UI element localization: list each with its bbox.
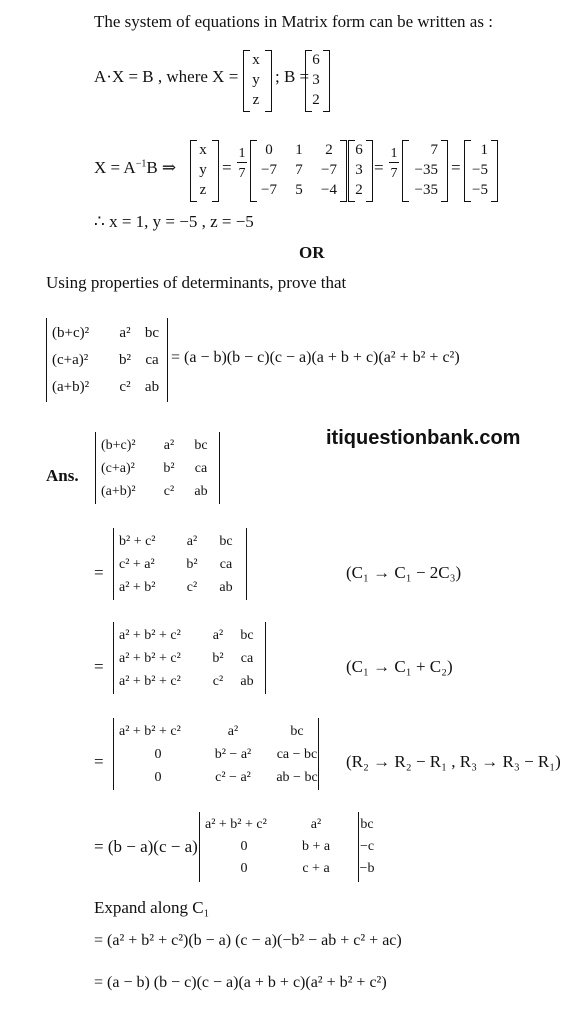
det3-bar-right: [265, 622, 266, 694]
answer-label: Ans.: [46, 466, 79, 485]
b-vector: [308, 50, 324, 110]
res-bracket-right: [491, 140, 498, 202]
frac-den: 7: [390, 166, 398, 181]
prod-vector: 7 −35 −35: [414, 142, 438, 198]
question-text: Using properties of determinants, prove that: [46, 273, 347, 292]
or-heading: OR: [299, 243, 325, 262]
equals: =: [94, 657, 104, 676]
b-vector-2: 6 3 2: [355, 142, 363, 198]
intro-text: The system of equations in Matrix form can be written as :: [94, 12, 493, 31]
operation-4: (R₂ → R₂ − R₁ , R₃ → R₃ − R₁): [346, 752, 561, 771]
determinant-5: a² + b² + c² a² bc 0 b + a −c 0 c + a −b: [205, 817, 375, 876]
eq2-lhs: $X = A^{-1}B$ ⇒: [94, 158, 177, 177]
expansion-line-2: = (a − b) (b − c)(c − a)(a + b + c)(a² + b² + c²): [94, 974, 387, 991]
factor-expression: = (b − a)(c − a): [94, 837, 198, 856]
qdet-bar-left: [46, 318, 47, 402]
equals: =: [94, 752, 104, 771]
expand-text: Expand along C₁: [94, 898, 210, 917]
det1-bar-right: [219, 432, 220, 504]
b-bracket-right: [323, 50, 330, 112]
determinant-3: a² + b² + c² a² bc a² + b² + c² b² ca a² + b² + c² c² ab: [119, 628, 254, 689]
expansion-line-1: = (a² + b² + c²)(b − a) (c − a)(−b² − ab + c² + ac): [94, 932, 402, 949]
det2-bar-right: [246, 528, 247, 600]
det4-bar-left: [113, 718, 114, 790]
det5-bar-left: [199, 812, 200, 882]
frac-den: 7: [238, 166, 246, 181]
equals: =: [222, 158, 232, 177]
x-vector-2: x y z: [199, 142, 207, 198]
b2-bracket-right: [366, 140, 373, 202]
question-rhs: = (a − b)(b − c)(c − a)(a + b + c)(a² + b² + c²): [171, 349, 460, 366]
x-entry: x: [252, 52, 260, 68]
operation-2: (C₁ → C₁ − 2C₃): [346, 563, 462, 582]
b-entry: 6: [312, 52, 320, 68]
operation-3: (C₁ → C₁ + C₂): [346, 657, 453, 676]
b-entry: 2: [312, 92, 320, 108]
determinant-2: b² + c² a² bc c² + a² b² ca a² + b² c² ab: [119, 534, 233, 595]
x-entry: y: [252, 72, 260, 88]
x-vector: [247, 50, 265, 110]
determinant-1: (b+c)² a² bc (c+a)² b² ca (a+b)² c² ab: [101, 438, 208, 499]
ainv-matrix: 0 1 2 −7 7 −7 −7 5 −4: [261, 142, 337, 198]
determinant-4: a² + b² + c² a² bc 0 b² − a² ca − bc 0 c² − a² ab − bc: [119, 724, 318, 785]
xv-bracket-right: [212, 140, 219, 202]
ainv-bracket-right: [340, 140, 347, 202]
det2-bar-left: [113, 528, 114, 600]
x-entry: z: [252, 92, 260, 108]
det3-bar-left: [113, 622, 114, 694]
eq1-lhs: A·X = B , where X =: [94, 67, 239, 86]
det5-bar-right: [358, 812, 359, 882]
x-bracket-right: [265, 50, 272, 112]
prod-bracket-right: [441, 140, 448, 202]
equals: =: [374, 158, 384, 177]
b-def: ; B =: [275, 67, 310, 86]
question-determinant: (b+c)² a² bc (c+a)² b² ca (a+b)² c² ab: [52, 325, 160, 395]
qdet-bar-right: [167, 318, 168, 402]
det1-bar-left: [95, 432, 96, 504]
solution-line: ∴ x = 1, y = −5 , z = −5: [94, 212, 254, 231]
frac-num: 1: [390, 146, 398, 161]
equals: =: [94, 563, 104, 582]
watermark-text: itiquestionbank.com: [326, 427, 521, 449]
det4-bar-right: [318, 718, 319, 790]
frac-num: 1: [238, 146, 246, 161]
b-entry: 3: [312, 72, 320, 88]
result-vector: 1 −5 −5: [472, 142, 488, 198]
equals: =: [451, 158, 461, 177]
